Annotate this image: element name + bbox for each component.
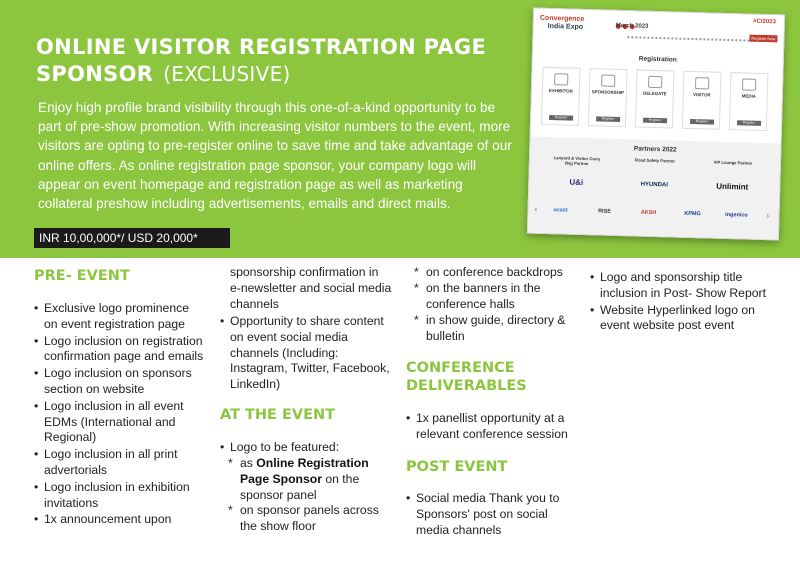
website-mockup-image bbox=[527, 8, 785, 241]
mockup-registration-cards bbox=[537, 67, 779, 132]
mockup-card bbox=[541, 67, 581, 126]
post-event-heading: POST EVENT bbox=[406, 459, 508, 475]
list-item: • Logo inclusion in all print advertorials bbox=[34, 447, 204, 479]
social-list bbox=[220, 314, 392, 394]
card-button: Register bbox=[690, 119, 714, 125]
sub-item-text bbox=[228, 456, 392, 503]
star-item: * on the banners in the conference halls bbox=[414, 281, 541, 311]
mockup-date: March 2023 bbox=[615, 22, 649, 30]
conference-heading-line-2: DELIVERABLES bbox=[406, 378, 527, 394]
list-item: • Exclusive logo prominence on event registration page bbox=[34, 301, 204, 333]
card-title: EXHIBITOR bbox=[548, 87, 573, 94]
sub-item-text: on sponsor panels across the show floor bbox=[240, 503, 379, 533]
mockup-logo-line-2: India Expo bbox=[547, 22, 584, 31]
mockup-header bbox=[533, 9, 784, 50]
card-icon bbox=[742, 78, 756, 90]
asterisk-bullet: * bbox=[228, 503, 233, 517]
partner-label: VIP Lounge Partner bbox=[713, 159, 753, 166]
conference-list bbox=[406, 411, 578, 444]
title-sponsor: SPONSOR bbox=[36, 62, 154, 86]
asterisk-bullet: * bbox=[228, 456, 233, 470]
partner-label: Road Safety Partner bbox=[634, 157, 676, 164]
card-button: Register bbox=[596, 116, 620, 122]
partner-small-logo: RISE bbox=[598, 208, 612, 215]
chevron-right-icon: › bbox=[766, 211, 770, 221]
list-item: • Logo inclusion in exhibition invitations bbox=[34, 480, 204, 512]
star-item: * on conference backdrops bbox=[414, 265, 563, 279]
card-title: MEDIA bbox=[741, 93, 756, 99]
at-event-sub-item bbox=[228, 456, 392, 503]
partner-logo: U&i bbox=[569, 177, 584, 187]
list-item: • Logo and sponsorship title inclusion in Post- Show Report bbox=[590, 270, 772, 302]
list-item: • Logo to be featured: bbox=[220, 440, 392, 456]
list-item: • Website Hyperlinked logo on event website post event bbox=[590, 303, 772, 335]
card-icon bbox=[601, 74, 615, 86]
pre-event-continuation: sponsorship confirmation in e-newsletter and social media channels bbox=[230, 265, 392, 311]
card-icon bbox=[554, 73, 568, 85]
mockup-registration-heading: Registration bbox=[638, 55, 677, 64]
pre-event-heading: PRE- EVENT bbox=[34, 268, 130, 284]
list-item: • 1x announcement upon bbox=[34, 512, 204, 528]
card-title: VISITOR bbox=[693, 92, 711, 98]
card-button: Register bbox=[737, 120, 761, 126]
card-button: Register bbox=[549, 115, 573, 121]
list-item: • Logo inclusion on registration confirmation page and emails bbox=[34, 334, 204, 366]
mockup-partners-heading: Partners 2022 bbox=[633, 145, 677, 154]
mockup-partners-section bbox=[528, 137, 781, 241]
mockup-logo bbox=[540, 15, 585, 32]
at-event-heading: AT THE EVENT bbox=[220, 407, 336, 423]
sponsor-title-bold: Online Registration Page Sponsor bbox=[240, 456, 369, 486]
conference-heading-line-1: CONFERENCE bbox=[406, 360, 515, 376]
mockup-card bbox=[588, 68, 628, 127]
chevron-left-icon: ‹ bbox=[534, 204, 538, 214]
intro-paragraph: Enjoy high profile brand visibility through this one-of-a-kind opportunity to be part of pre-show promotion. With increasing visitor numbers to the event, more visitors are opting to pre-register online to save time and take advantage of our online offers. As online registration page sponsor, your company logo will appear on event homepage and registration page as well as marketing collateral preshow including advertisements, emails and direct mails. bbox=[38, 100, 512, 212]
card-title: SPONSORSHIP bbox=[591, 89, 625, 96]
mockup-card bbox=[729, 72, 769, 131]
mockup-hashtag: #CI2023 bbox=[753, 18, 776, 26]
partner-small-logo: ingenico bbox=[725, 211, 748, 219]
partner-small-logo: AKSH bbox=[640, 209, 657, 217]
card-title: DELEGATE bbox=[642, 90, 667, 97]
post-event-extra-list bbox=[590, 270, 772, 335]
title-line-2 bbox=[36, 61, 516, 88]
title-exclusive: (EXCLUSIVE) bbox=[163, 62, 291, 86]
title-line-1: ONLINE VISITOR REGISTRATION PAGE bbox=[36, 35, 487, 59]
card-icon bbox=[695, 77, 709, 89]
mockup-logo-line-1: Convergence bbox=[539, 14, 585, 23]
partner-small-logo: ucast bbox=[553, 207, 568, 214]
price-badge: INR 10,00,000*/ USD 20,000* bbox=[34, 228, 230, 248]
partner-logo: HYUNDAI bbox=[640, 181, 669, 189]
card-button: Register bbox=[643, 118, 667, 124]
mockup-register-button: Register Now bbox=[749, 35, 777, 43]
star-item: * in show guide, directory & bulletin bbox=[414, 313, 566, 343]
list-item: • Logo inclusion in all event EDMs (International and Regional) bbox=[34, 399, 204, 446]
post-event-list bbox=[406, 491, 576, 539]
card-icon bbox=[648, 76, 662, 88]
at-event-sub-item bbox=[228, 503, 392, 535]
page-title bbox=[36, 34, 516, 88]
sub-item-suffix: on the sponsor panel bbox=[240, 471, 360, 502]
list-item: • Social media Thank you to Sponsors' post on social media channels bbox=[406, 491, 576, 538]
pre-event-list bbox=[34, 301, 204, 529]
mockup-card bbox=[635, 69, 675, 128]
sub-item-prefix: as bbox=[240, 456, 257, 470]
mockup-card bbox=[682, 71, 722, 130]
list-item: • 1x panellist opportunity at a relevant conference session bbox=[406, 411, 578, 443]
at-event-list bbox=[220, 440, 392, 457]
mockup-nav bbox=[627, 36, 757, 43]
partner-logo: Unlimint bbox=[716, 181, 749, 192]
partner-label: Lanyard & Visitor Carry Bag Partner bbox=[553, 155, 601, 167]
list-item: • Logo inclusion on sponsors section on website bbox=[34, 366, 204, 398]
list-item: • Opportunity to share content on event social media channels (Including: Instagram, Twitter, Facebook, LinkedIn) bbox=[220, 314, 392, 393]
conference-heading bbox=[406, 359, 527, 395]
partner-small-logo: KPMG bbox=[684, 210, 701, 218]
